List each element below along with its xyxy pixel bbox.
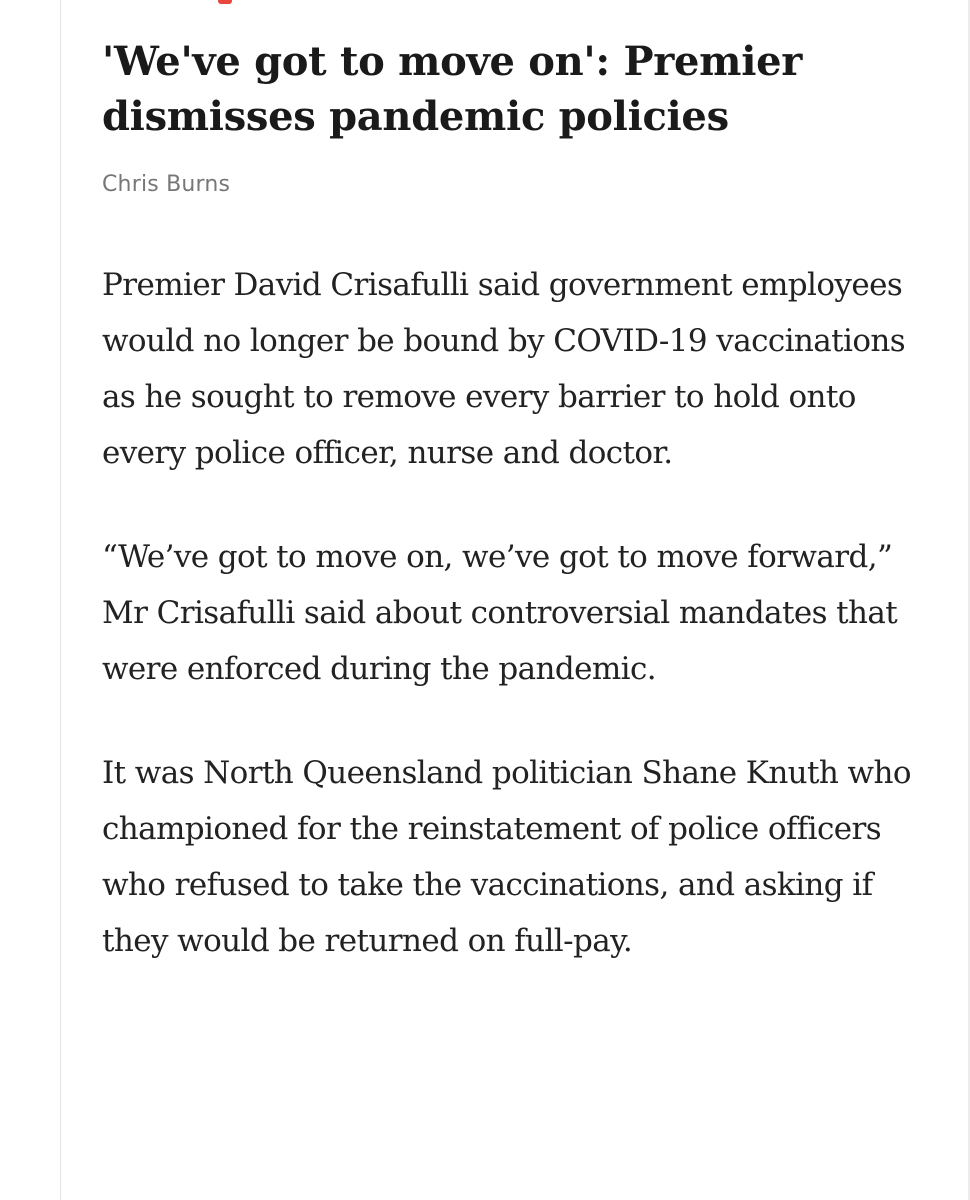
section-tag-accent (218, 0, 232, 4)
author-byline[interactable]: Chris Burns (102, 172, 231, 197)
article-body (102, 34, 942, 969)
article-headline: 'We've got to move on': Premier dismisses pandemic policies (102, 38, 803, 140)
article-paragraph-3: It was North Queensland politician Shane Knuth who championed for the reinstatement of police officers who refused to take the vaccinations, and asking if they would be returned on full-pay. (102, 755, 911, 959)
content-border-left (60, 0, 61, 1200)
article-paragraph-2: “We’ve got to move on, we’ve got to move forward,” Mr Crisafulli said about controversial mandates that were enforced during the pandemic. (102, 539, 898, 687)
article-paragraph-1: Premier David Crisafulli said government employees would no longer be bound by COVID-19 vaccinations as he sought to remove every barrier to hold onto every police officer, nurse and doctor. (102, 267, 906, 471)
